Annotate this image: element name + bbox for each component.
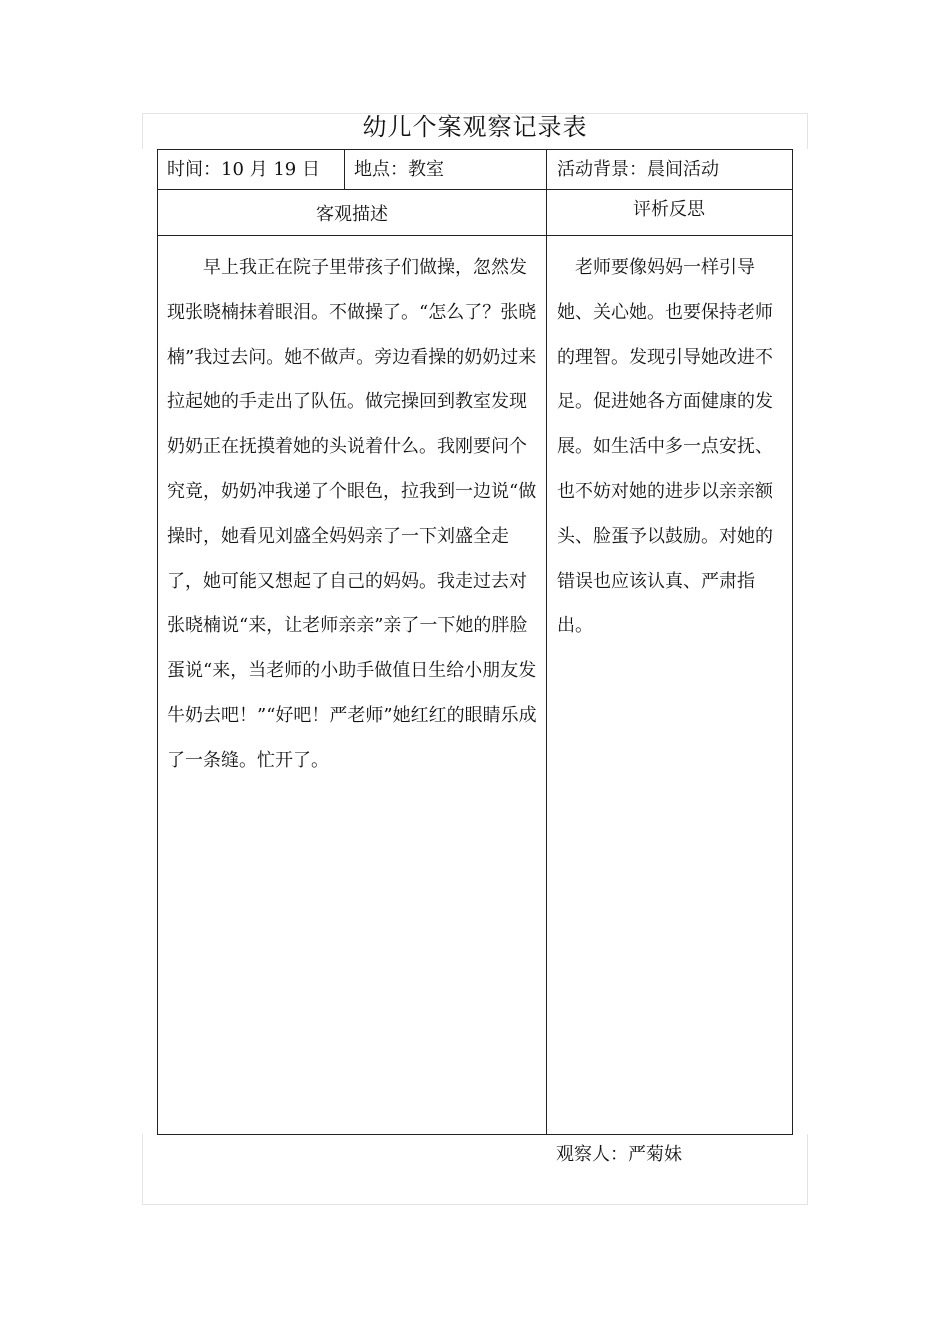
observer-signature: 观察人：严菊妹 — [556, 1144, 682, 1165]
header-time-cell: 时间：10 月 19 日 — [167, 159, 320, 180]
table-main-divider — [546, 149, 547, 1135]
description-column-header: 客观描述 — [316, 204, 388, 225]
frame-left-line-bottom — [142, 1134, 143, 1205]
table-right-border — [792, 149, 793, 1135]
frame-right-line-bottom — [807, 1134, 808, 1205]
reflection-column-header: 评析反思 — [633, 199, 705, 220]
reflection-content: 老师要像妈妈一样引导她、关心她。也要保持老师的理智。发现引导她改进不足。促进她各方面健康的发展。如生活中多一点安抚、也不妨对她的进步以亲亲额头、脸蛋予以鼓励。对她的错误也应该认真、严肃指出。 — [557, 257, 773, 637]
table-header-bottom-border — [157, 189, 793, 190]
table-left-border — [157, 149, 158, 1135]
page-title: 幼儿个案观察记录表 — [362, 113, 588, 141]
table-column-header-bottom-border — [157, 235, 793, 236]
description-content: 早上我正在院子里带孩子们做操，忽然发现张晓楠抹着眼泪。不做操了。“怎么了？张晓楠”我过去问。她不做声。旁边看操的奶奶过来拉起她的手走出了队伍。做完操回到教室发现奶奶正在抚摸着她的头说着什么。我刚要问个究竟，奶奶冲我递了个眼色，拉我到一边说“做操时，她看见刘盛全妈妈亲了一下刘盛全走了，她可能又想起了自己的妈妈。我走过去对张晓楠说“来，让老师亲亲”亲了一下她的胖脸蛋说“来，当老师的小助手做值日生给小朋友发牛奶去吧！”“好吧！严老师”她红红的眼睛乐成了一条缝。忙开了。 — [167, 257, 537, 771]
table-header-divider — [344, 149, 345, 190]
table-bottom-border — [157, 1134, 793, 1135]
table-top-border — [157, 149, 793, 150]
frame-bottom-line — [142, 1204, 808, 1205]
header-place-cell: 地点：教室 — [354, 159, 444, 180]
header-background-cell: 活动背景：晨间活动 — [557, 159, 719, 180]
